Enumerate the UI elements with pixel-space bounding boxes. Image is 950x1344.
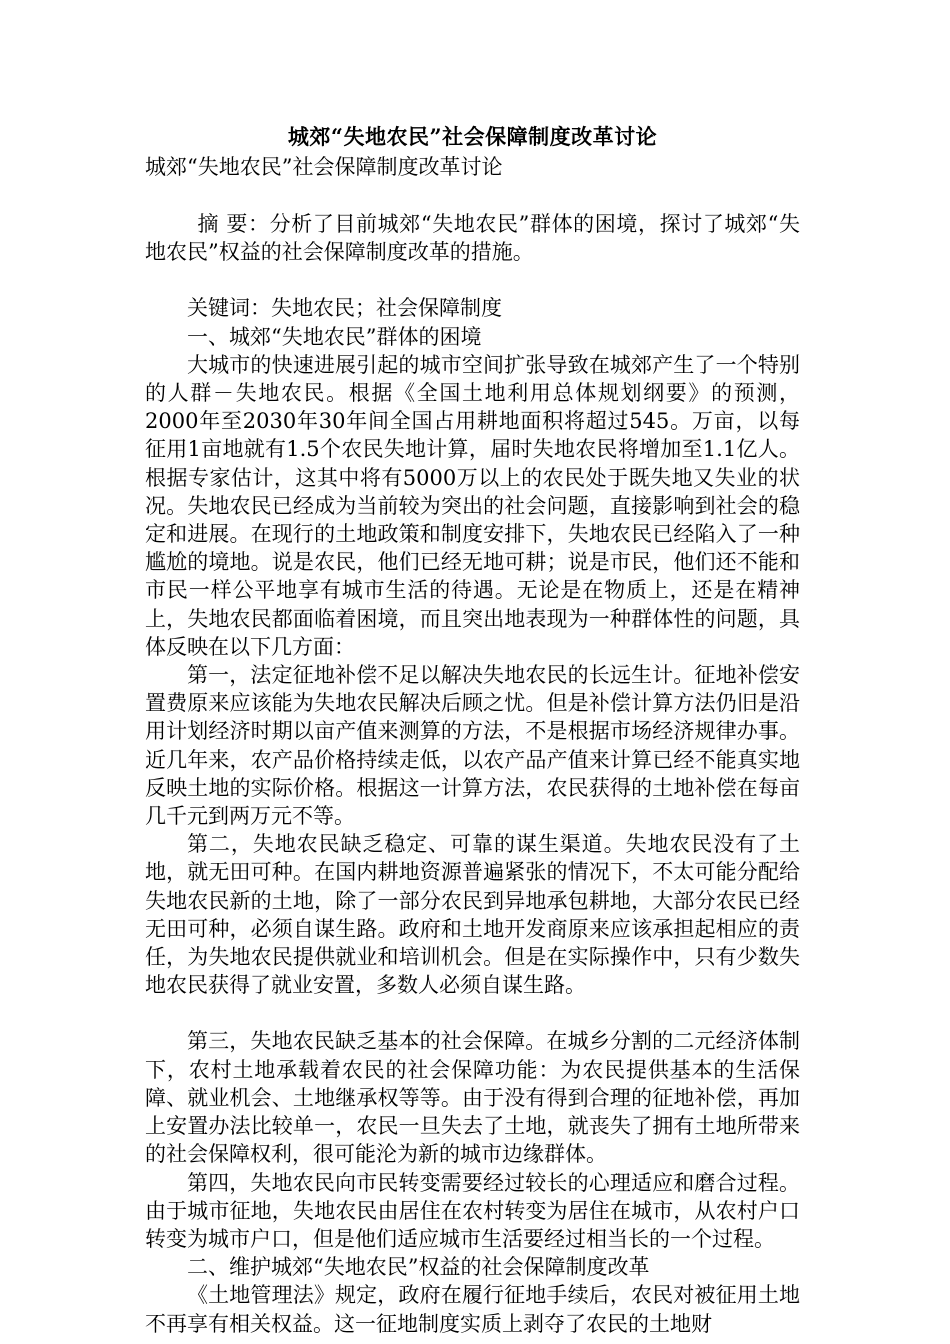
body-paragraph: 《土地管理法》规定，政府在履行征地手续后，农民对被征用土地不再享有相关权益。这一征地制度实质上剥夺了农民的土地财 xyxy=(145,1283,800,1336)
keywords-line: 关键词：失地农民；社会保障制度 xyxy=(187,296,502,321)
section-heading-2: 二、维护城郊“失地农民”权益的社会保障制度改革 xyxy=(187,1255,650,1280)
blank-line xyxy=(145,266,800,294)
blank-line xyxy=(145,182,800,210)
body-paragraph: 第二，失地农民缺乏稳定、可靠的谋生渠道。失地农民没有了土地，就无田可种。在国内耕地资源普遍紧张的情况下，不太可能分配给失地农民新的土地，除了一部分农民到异地承包耕地，大部分农民已经无田可种，必须自谋生路。政府和土地开发商原来应该承担起相应的责任，为失地农民提供就业和培训机会。但是在实际操作中，只有少数失地农民获得了就业安置，多数人必须自谋生路。 xyxy=(145,832,800,998)
body-paragraph: 第四，失地农民向市民转变需要经过较长的心理适应和磨合过程。由于城市征地，失地农民由居住在农村转变为居住在城市，从农村户口转变为城市户口，但是他们适应城市生活要经过相当长的一个过程。 xyxy=(145,1170,800,1251)
document-title: 城郊“失地农民”社会保障制度改革讨论 xyxy=(287,124,658,149)
blank-line xyxy=(145,999,800,1027)
body-paragraph: 大城市的快速进展引起的城市空间扩张导致在城郊产生了一个特别的人群－失地农民。根据《全国土地利用总体规划纲要》的预测，2000年至2030年30年间全国占用耕地面积将超过545。万亩，以每征用1亩地就有1.5个农民失地计算，届时失地农民将增加至1.1亿人。根据专家估计，这其中将有5000万以上的农民处于既失地又失业的状况。失地农民已经成为当前较为突出的社会问题，直接影响到社会的稳定和进展。在现行的土地政策和制度安排下，失地农民已经陷入了一种尴尬的境地。说是农民，他们已经无地可耕；说是市民，他们还不能和市民一样公平地享有城市生活的待遇。无论是在物质上，还是在精神上，失地农民都面临着困境，而且突出地表现为一种群体性的问题，具体反映在以下几方面： xyxy=(145,352,800,659)
document-page xyxy=(145,122,800,1338)
body-paragraph: 第三，失地农民缺乏基本的社会保障。在城乡分割的二元经济体制下，农村土地承载着农民的社会保障功能：为农民提供基本的生活保障、就业机会、土地继承权等等。由于没有得到合理的征地补偿，再加上安置办法比较单一，农民一旦失去了土地，就丧失了拥有土地所带来的社会保障权利，很可能沦为新的城市边缘群体。 xyxy=(145,1029,800,1167)
document-subtitle: 城郊“失地农民”社会保障制度改革讨论 xyxy=(145,155,503,179)
body-paragraph: 第一，法定征地补偿不足以解决失地农民的长远生计。征地补偿安置费原来应该能为失地农民解决后顾之忧。但是补偿计算方法仍旧是沿用计划经济时期以亩产值来测算的方法，不是根据市场经济规律办事。近几年来，农产品价格持续走低，以农产品产值来计算已经不能真实地反映土地的实际价格。根据这一计算方法，农民获得的土地补偿在每亩几千元到两万元不等。 xyxy=(145,663,800,829)
section-heading-1: 一、城郊“失地农民”群体的困境 xyxy=(187,324,482,349)
abstract-paragraph: 摘 要：分析了目前城郊“失地农民”群体的困境，探讨了城郊“失地农民”权益的社会保障制度改革的措施。 xyxy=(145,212,800,265)
